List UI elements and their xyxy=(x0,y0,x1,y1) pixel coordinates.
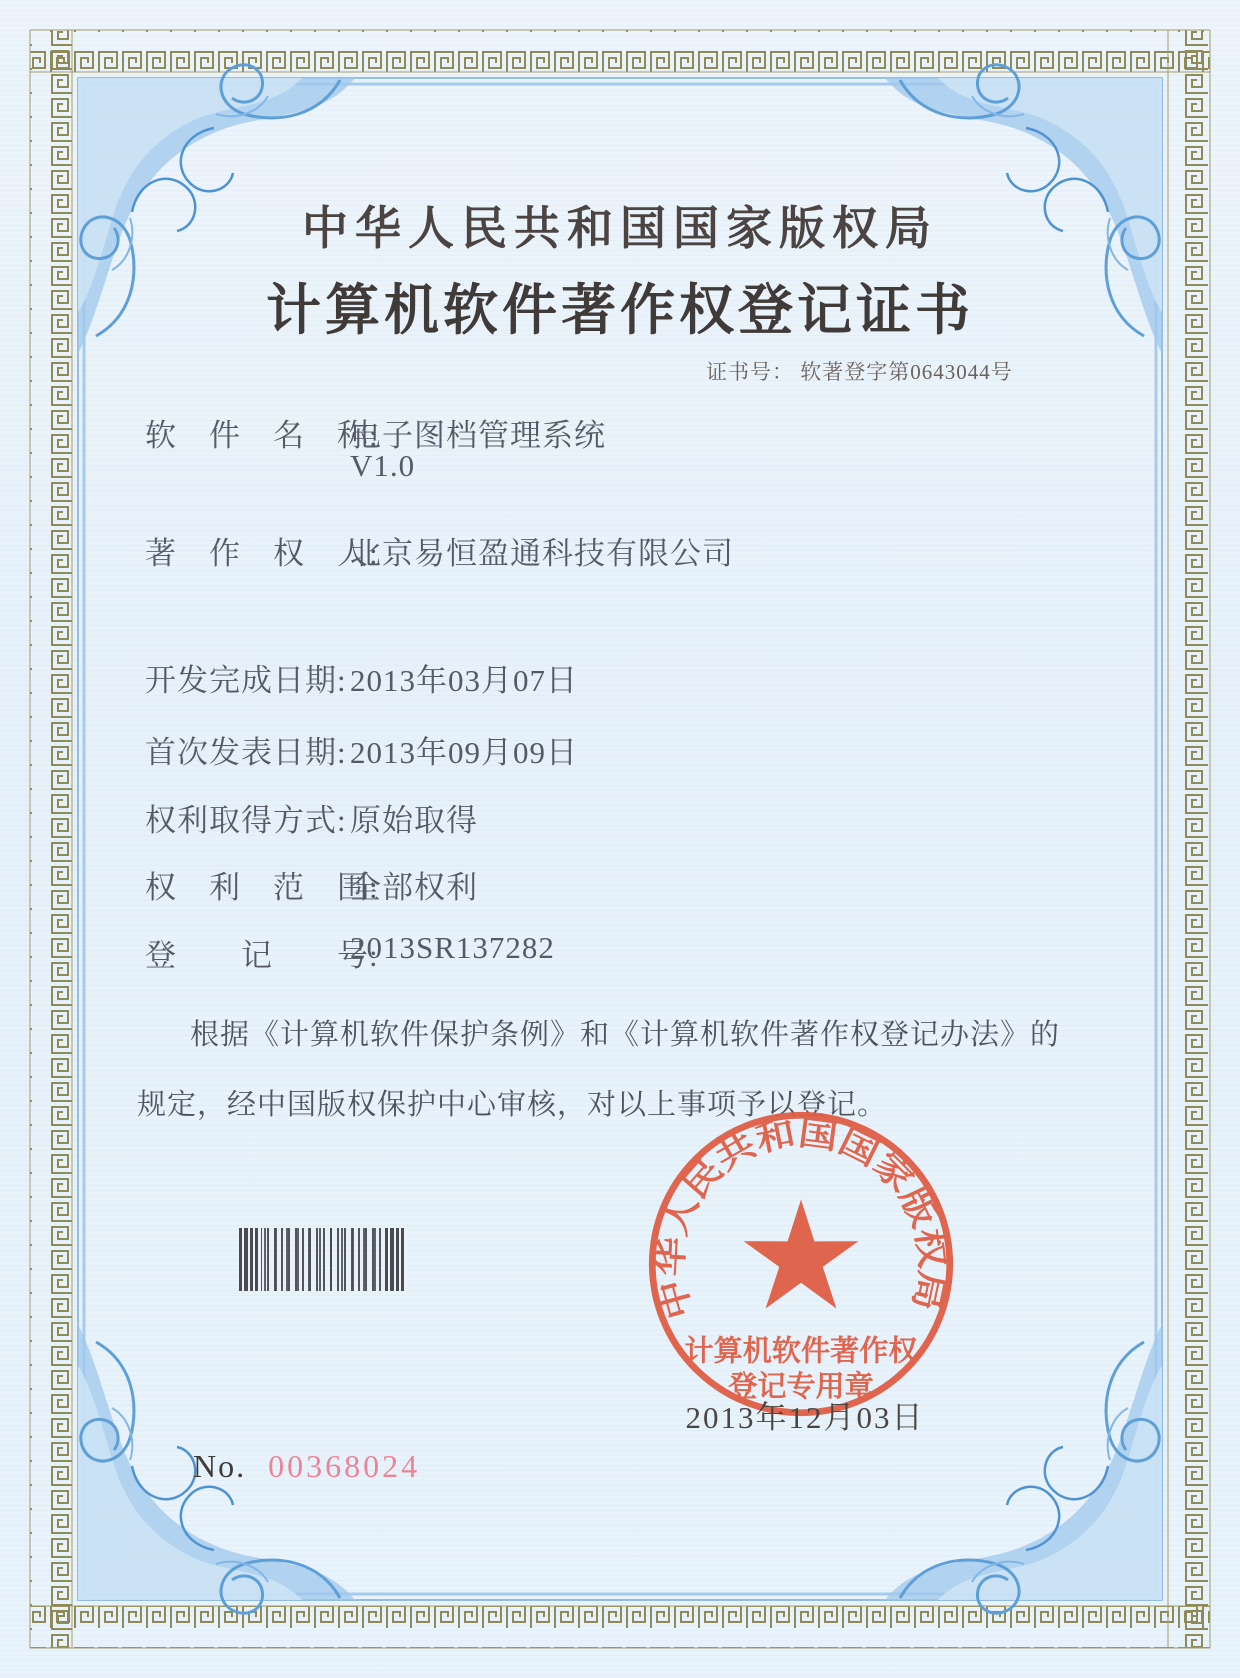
seal-inner-text-2: 登记专用章 xyxy=(728,1371,874,1404)
barcode xyxy=(239,1228,407,1291)
field-value: 2013年03月07日 xyxy=(350,663,578,698)
field-label: 首次发表日期: xyxy=(145,735,347,770)
field-value: 全部权利 xyxy=(350,870,478,905)
barcode-guard-left xyxy=(239,1228,261,1291)
authority-title: 中华人民共和国国家版权局 xyxy=(302,203,938,254)
field-label: 开发完成日期: xyxy=(145,663,347,698)
field-value: 北京易恒盈通科技有限公司 xyxy=(350,536,734,571)
serial-number-value: 00368024 xyxy=(268,1448,421,1484)
seal-ring-text: 中华人民共和国国家版权局 xyxy=(651,1114,951,1323)
official-seal xyxy=(645,1108,957,1420)
field-value: 电子图档管理系统 xyxy=(350,418,606,453)
field-value: 原始取得 xyxy=(350,803,478,838)
field-value-line2: V1.0 xyxy=(350,448,416,483)
barcode-guard-right xyxy=(385,1228,407,1291)
statement-line-2: 规定，经中国版权保护中心审核，对以上事项予以登记。 xyxy=(137,1089,888,1121)
serial-number-label: No. xyxy=(193,1448,247,1484)
statement-line-1: 根据《计算机软件保护条例》和《计算机软件著作权登记办法》的 xyxy=(190,1019,1061,1051)
field-label: 著 作 权 人: xyxy=(145,536,379,571)
field-value: 2013SR137282 xyxy=(350,930,555,965)
field-label: 权利取得方式: xyxy=(145,803,347,838)
field-label: 登 记 号: xyxy=(145,938,379,973)
serial-number xyxy=(193,1448,420,1485)
issue-date: 2013年12月03日 xyxy=(685,1400,925,1435)
seal-star-icon xyxy=(744,1200,859,1309)
field-label: 软 件 名 称: xyxy=(145,418,379,453)
field-value: 2013年09月09日 xyxy=(350,735,578,770)
certificate-number-label: 证书号： xyxy=(706,360,794,384)
seal-inner-text-1: 计算机软件著作权 xyxy=(684,1335,918,1368)
certificate-number-value: 软著登字第0643044号 xyxy=(800,360,1013,384)
certificate-number xyxy=(706,356,1013,386)
certificate-title: 计算机软件著作权登记证书 xyxy=(265,280,974,341)
field-label: 权 利 范 围: xyxy=(145,870,379,905)
